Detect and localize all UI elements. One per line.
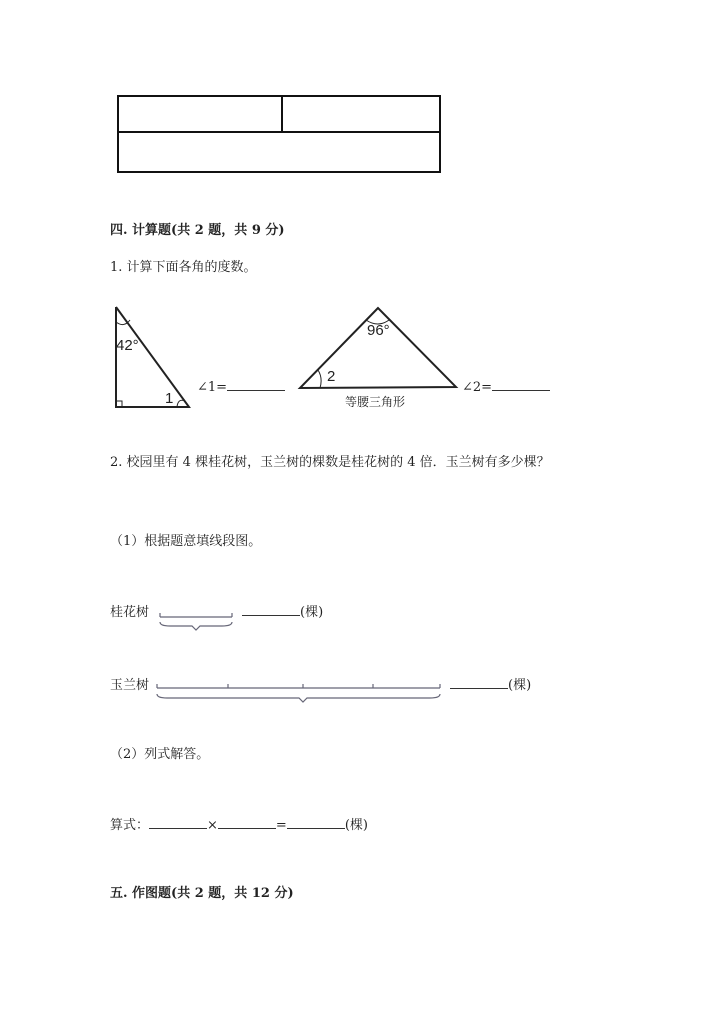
isosceles-caption: 等腰三角形 [345, 395, 406, 409]
magnolia-unit: (棵) [508, 678, 532, 693]
angle-2-label: ∠2= [462, 380, 493, 395]
question-2-text: 2. 校园里有 4 棵桂花树，玉兰树的棵数是桂花树的 4 倍．玉兰树有多少棵？ [110, 455, 550, 470]
formula-blank-2[interactable] [218, 816, 276, 829]
angle-42-label: 42° [116, 337, 139, 354]
part-1-text: （1）根据题意填线段图。 [110, 534, 262, 549]
equals-sign: = [275, 818, 287, 833]
angle-96-label: 96° [367, 322, 390, 339]
osmanthus-label: 桂花树 [110, 605, 150, 620]
section-4-title: 四. 计算题(共 2 题，共 9 分) [110, 223, 285, 238]
magnolia-answer-blank[interactable] [450, 676, 508, 689]
part-2-text: （2）列式解答。 [110, 747, 210, 762]
angle-2-mark: 2 [327, 368, 336, 385]
formula-blank-1[interactable] [149, 816, 207, 829]
osmanthus-unit: (棵) [300, 605, 324, 620]
formula-blank-3[interactable] [287, 816, 345, 829]
times-sign: × [207, 818, 218, 833]
formula-unit: (棵) [344, 818, 368, 833]
angle-1-mark: 1 [165, 390, 174, 407]
angle-1-label: ∠1= [197, 380, 228, 395]
section-5-title: 五. 作图题(共 2 题，共 12 分) [110, 886, 294, 901]
magnolia-label: 玉兰树 [110, 678, 150, 693]
formula-label: 算式： [110, 818, 150, 833]
question-1-text: 1. 计算下面各角的度数。 [110, 260, 257, 275]
